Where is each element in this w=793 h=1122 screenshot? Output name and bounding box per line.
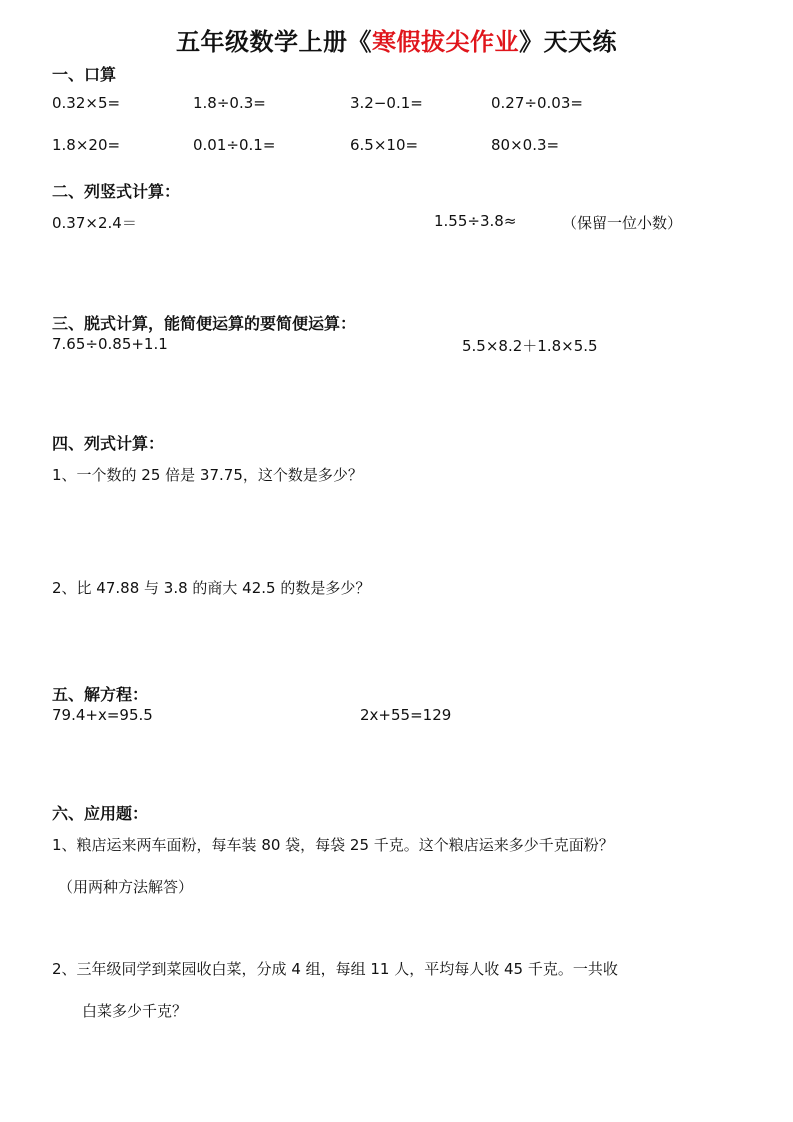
section3-heading: 三、脱式计算，能简便运算的要简便运算： [52,314,357,333]
page-title [0,22,793,57]
expression-question: 2、比 47.88 与 3.8 的商大 42.5 的数是多少？ [52,579,371,597]
title-suffix: 》天天练 [519,28,617,56]
equation-item: 79.4+x=95.5 [52,706,153,724]
word-problem-line: （用两种方法解答） [58,878,194,896]
section5-heading: 五、解方程： [52,685,149,704]
equation-item: 2x+55=129 [360,706,452,724]
section2-heading: 二、列竖式计算： [52,182,181,201]
oral-calc-item: 0.27÷0.03= [491,94,583,112]
step-calc-item: 7.65÷0.85+1.1 [52,335,168,353]
oral-calc-item: 1.8×20= [52,136,121,154]
section4-heading: 四、列式计算： [52,434,165,453]
section6-heading: 六、应用题： [52,804,149,823]
oral-calc-item: 1.8÷0.3= [193,94,266,112]
expression-question: 1、一个数的 25 倍是 37.75，这个数是多少？ [52,466,363,484]
oral-calc-item: 0.32×5= [52,94,121,112]
vertical-calc-item: 1.55÷3.8≈ [434,212,517,230]
section1-heading: 一、口算 [52,65,117,84]
word-problem-line: 1、粮店运来两车面粉，每车装 80 袋，每袋 25 千克。这个粮店运来多少千克面粉？ [52,836,614,854]
title-prefix: 五年级数学上册《 [176,28,372,56]
title-highlight: 寒假拔尖作业 [372,28,519,56]
step-calc-item: 5.5×8.2＋1.8×5.5 [462,337,598,355]
oral-calc-item: 3.2−0.1= [350,94,423,112]
oral-calc-item: 80×0.3= [491,136,560,154]
vertical-calc-item: 0.37×2.4＝ [52,214,137,232]
word-problem-line: 2、三年级同学到菜园收白菜，分成 4 组，每组 11 人，平均每人收 45 千克。一共收 [52,960,618,978]
oral-calc-item: 6.5×10= [350,136,419,154]
rounding-note: （保留一位小数） [562,214,683,232]
oral-calc-item: 0.01÷0.1= [193,136,276,154]
word-problem-line: 白菜多少千克？ [82,1002,188,1020]
